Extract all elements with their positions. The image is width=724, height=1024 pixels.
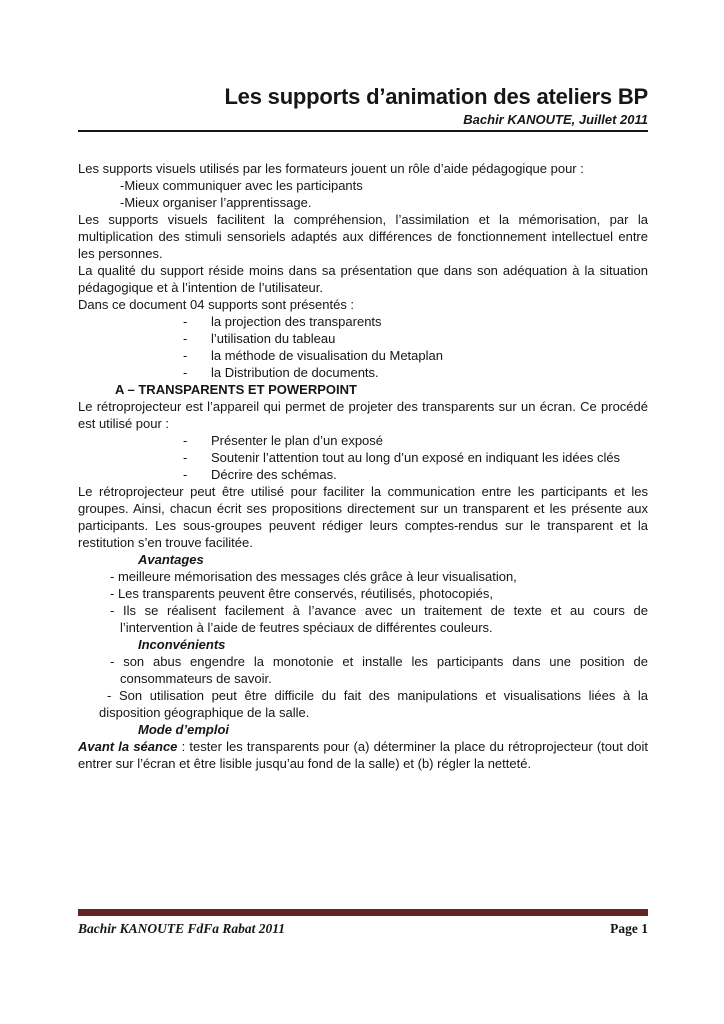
list-item: -Mieux communiquer avec les participants [120,178,363,194]
intro-block [78,160,648,211]
paragraph: Le rétroprojecteur peut être utilisé pour faciliter la communication entre les participants et les groupes. Ainsi, chacun écrit ses propositions directement sur un transparent et les présente aux participants. Les sous-groupes peuvent rédiger leurs comptes-rendus sur le transparent et la restitution s’en trouve facilitée. [78,484,648,551]
paragraph: Les supports visuels utilisés par les formateurs jouent un rôle d’aide pédagogique pour : [78,161,584,177]
document-body [78,160,648,772]
dash-marker: - [183,331,188,347]
document-header [78,84,648,132]
dash-marker: - [183,365,188,381]
sub-heading-inconvenients: Inconvénients [138,637,226,653]
list-item [78,449,648,466]
list-item [78,330,648,347]
list-item [78,347,648,364]
dash-marker: - [183,467,188,483]
paragraph-lead: Avant la séance [78,739,178,755]
list-item: - Ils se réalisent facilement à l’avance avec un traitement de texte et au cours de l’intervention à l’aide de feutres spéciaux de différentes couleurs. [110,603,648,636]
list-item: - son abus engendre la monotonie et installe les participants dans une position de consommateurs de savoir. [110,654,648,687]
list-item: - Son utilisation peut être difficile du fait des manipulations et visualisations liées à la disposition géographique de la salle. [99,688,648,721]
paragraph: La qualité du support réside moins dans sa présentation que dans son adéquation à la situation pédagogique et à l’intention de l’utilisateur. [78,263,648,296]
list-item: - meilleure mémorisation des messages clés grâce à leur visualisation, [110,569,517,585]
list-item-text: la méthode de visualisation du Metaplan [211,348,443,364]
paragraph: Les supports visuels facilitent la compréhension, l’assimilation et la mémorisation, par la multiplication des stimuli sensoriels adaptés aux différences de fonctionnement intellectuel entre les personnes. [78,212,648,262]
mode-emploi-block [78,721,648,772]
paragraph: Le rétroprojecteur est l’appareil qui permet de projeter des transparents sur un écran. Ce procédé est utilisé pour : [78,399,648,432]
retroprojecteur-block [78,398,648,483]
paragraph: Dans ce document 04 supports sont présentés : [78,297,355,313]
paragraph [78,738,648,772]
footer-rule-bar [78,909,648,916]
footer-author: Bachir KANOUTE FdFa Rabat 2011 [78,921,286,936]
dash-marker: - [183,348,188,364]
avantages-block [78,551,648,636]
sub-heading-avantages: Avantages [138,552,204,568]
list-item [78,313,648,330]
list-item-text: la projection des transparents [211,314,382,330]
dash-marker: - [183,314,188,330]
list-item-text: Décrire des schémas. [211,467,337,483]
list-item-text: la Distribution de documents. [211,365,379,381]
supports-list-block [78,296,648,381]
paragraph-text: : tester les transparents pour (a) déterminer la place du rétroprojecteur (tout doit entrer sur l’écran et être lisible jusqu’au fond de la salle) et (b) régler la netteté. [78,739,648,772]
document-title: Les supports d’animation des ateliers BP [224,84,648,109]
document-byline: Bachir KANOUTE, Juillet 2011 [463,112,648,128]
sub-heading-mode-emploi: Mode d’emploi [138,722,229,738]
list-item [78,364,648,381]
list-item-text: Présenter le plan d’un exposé [211,433,384,449]
dash-marker: - [183,450,188,466]
list-item: -Mieux organiser l’apprentissage. [120,195,312,211]
inconvenients-block [78,636,648,721]
list-item [78,432,648,449]
list-item [78,466,648,483]
section-heading: A – TRANSPARENTS ET POWERPOINT [115,382,357,398]
list-item-text: l’utilisation du tableau [211,331,336,347]
dash-marker: - [183,433,188,449]
list-item: - Les transparents peuvent être conservés, réutilisés, photocopiés, [110,586,493,602]
footer-row [78,916,648,937]
document-footer [78,909,648,937]
page-number: Page 1 [610,921,648,936]
list-item-text: Soutenir l’attention tout au long d’un exposé en indiquant les idées clés [211,450,621,466]
